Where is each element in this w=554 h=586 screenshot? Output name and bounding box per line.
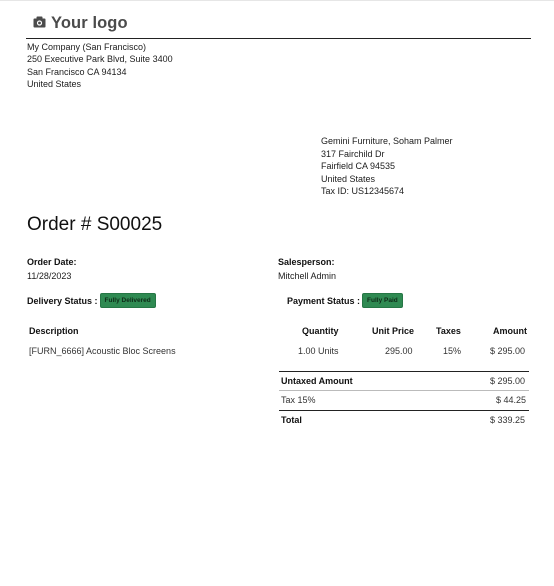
customer-country: United States bbox=[321, 173, 376, 184]
company-street: 250 Executive Park Blvd, Suite 3400 bbox=[27, 54, 173, 65]
tax-label: Tax 15% bbox=[281, 395, 316, 405]
company-city: San Francisco CA 94134 bbox=[27, 66, 127, 77]
totals-top-rule bbox=[279, 371, 529, 372]
payment-status bbox=[287, 293, 403, 308]
customer-city: Fairfield CA 94535 bbox=[321, 161, 396, 172]
tax-value: $ 44.25 bbox=[496, 395, 527, 405]
customer-street: 317 Fairchild Dr bbox=[321, 148, 385, 159]
column-header-amount: Amount bbox=[493, 326, 527, 336]
camera-icon bbox=[33, 15, 46, 33]
row-quantity: 1.00 Units bbox=[298, 346, 339, 356]
salesperson-label: Salesperson: bbox=[278, 257, 335, 267]
company-logo bbox=[33, 14, 128, 33]
order-date-label: Order Date: bbox=[27, 257, 77, 267]
row-description: [FURN_6666] Acoustic Bloc Screens bbox=[29, 346, 176, 356]
totals-middle-rule bbox=[279, 390, 529, 391]
order-date-value: 11/28/2023 bbox=[27, 271, 72, 281]
row-taxes: 15% bbox=[443, 346, 462, 356]
company-name: My Company (San Francisco) bbox=[27, 42, 147, 52]
payment-status-badge: Fully Paid bbox=[362, 293, 403, 308]
column-header-unit-price: Unit Price bbox=[372, 326, 415, 336]
column-header-quantity: Quantity bbox=[302, 326, 339, 336]
untaxed-amount-label: Untaxed Amount bbox=[281, 376, 353, 386]
column-header-taxes: Taxes bbox=[436, 326, 461, 336]
logo-text: Your logo bbox=[51, 14, 128, 32]
company-country: United States bbox=[27, 78, 82, 89]
payment-status-label: Payment Status : bbox=[287, 295, 361, 306]
order-title: Order # S00025 bbox=[27, 214, 163, 235]
delivery-status-label: Delivery Status : bbox=[27, 295, 98, 306]
customer-name: Gemini Furniture, Soham Palmer bbox=[321, 136, 453, 146]
header-divider bbox=[26, 38, 531, 39]
total-value: $ 339.25 bbox=[490, 415, 526, 425]
delivery-status bbox=[27, 293, 156, 308]
total-label: Total bbox=[281, 415, 302, 425]
salesperson-value: Mitchell Admin bbox=[278, 271, 337, 281]
customer-address bbox=[321, 135, 453, 198]
delivery-status-badge: Fully Delivered bbox=[100, 293, 156, 308]
page-top-border bbox=[0, 0, 554, 1]
row-amount: $ 295.00 bbox=[490, 346, 526, 356]
totals-bottom-rule bbox=[279, 410, 529, 411]
company-address bbox=[27, 41, 173, 90]
customer-tax-id: Tax ID: US12345674 bbox=[321, 186, 405, 197]
column-header-description: Description bbox=[29, 326, 79, 336]
untaxed-amount-value: $ 295.00 bbox=[490, 376, 526, 386]
row-unit-price: 295.00 bbox=[385, 346, 413, 356]
